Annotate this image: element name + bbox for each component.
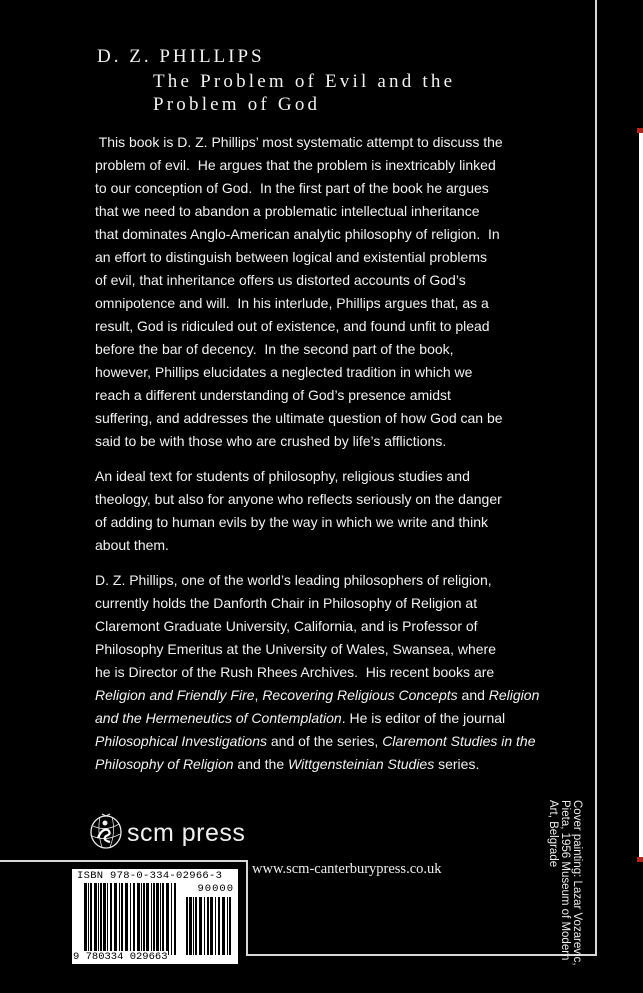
cover-credit-line: Pieta, 1956 Museum of Modern (559, 800, 571, 961)
cover-credit-line: Art, Belgrade (547, 800, 559, 868)
text-line (95, 407, 503, 430)
text-line (95, 361, 503, 384)
text-line (95, 638, 539, 661)
barcode-bar (107, 883, 108, 955)
text-line (95, 615, 539, 638)
barcode-bar (90, 883, 92, 955)
barcode-bar (210, 897, 213, 955)
barcode-bar (143, 883, 145, 955)
barcode-bar (186, 897, 188, 955)
barcode-bar (110, 883, 112, 955)
barcode-bar (193, 897, 194, 955)
barcode-bar (204, 897, 205, 955)
barcode-bar (84, 883, 87, 955)
barcode-bar (130, 883, 131, 955)
text-segment: This book is D. Z. Phillips’ most systematic attempt to discuss the (95, 134, 503, 150)
publisher-name: scm press (127, 819, 246, 847)
text-line (95, 684, 539, 707)
book-title-italic: Claremont Studies in the (382, 733, 536, 749)
barcode-bar (88, 883, 89, 955)
text-segment: said to be with those who are crushed by life’s afflictions. (95, 433, 447, 449)
text-segment: theology, but also for anyone who reflects seriously on the danger (95, 491, 502, 507)
text-segment: omnipotence and will. In his interlude, Phillips argues that, as a (95, 295, 489, 311)
book-title (153, 70, 455, 116)
barcode-addon-bars (186, 897, 234, 955)
publisher-website-link[interactable]: www.scm-canterburypress.co.uk (252, 861, 442, 877)
text-segment: of evil, that inheritance offers us distorted accounts of God’s (95, 272, 466, 288)
isbn-text: ISBN 978-0-334-02966-3 (77, 870, 223, 882)
text-segment: D. Z. Phillips, one of the world’s leading philosophers of religion, (95, 572, 492, 588)
text-line (95, 569, 539, 592)
text-line (95, 592, 539, 615)
barcode-bar (98, 883, 99, 955)
barcode-bar (125, 883, 128, 955)
text-segment: . He is editor of the journal (341, 710, 506, 726)
book-title-italic: Philosophical Investigations (95, 733, 267, 749)
text-segment: about them. (95, 537, 169, 553)
book-title-italic: Religion (488, 687, 540, 703)
publisher-logo (88, 812, 245, 855)
ean-number: 9 780334 029663 (73, 951, 168, 963)
barcode-bar (195, 897, 197, 955)
book-title-italic: Recovering Religious Concepts (262, 687, 458, 703)
text-segment: and the (233, 756, 289, 772)
text-segment: currently holds the Danforth Chair in Philosophy of Religion at (95, 595, 478, 611)
text-line (95, 465, 502, 488)
book-title-line: The Problem of Evil and the (153, 71, 456, 92)
barcode-bar (215, 897, 216, 955)
frame-line-left (0, 860, 248, 862)
text-segment: result, God is ridiculed out of existence, and found unfit to plead (95, 318, 490, 334)
text-line (95, 534, 502, 557)
book-title-italic: and the Hermeneutics of Contemplation (95, 710, 342, 726)
book-title-italic: Religion and Friendly Fire (95, 687, 255, 703)
text-line (95, 292, 503, 315)
text-segment: to our conception of God. In the first part of the book he argues (95, 180, 489, 196)
barcode-bar (151, 883, 152, 955)
text-segment: reach a different understanding of God’s presence amidst (95, 387, 451, 403)
text-segment: however, Phillips elucidates a neglected tradition in which we (95, 364, 473, 380)
barcode-bar (141, 883, 142, 955)
barcode-bar (162, 883, 164, 955)
text-line (95, 269, 503, 292)
barcode-bar (166, 883, 169, 955)
text-line (95, 200, 503, 223)
barcode-bar (146, 883, 149, 955)
text-line (95, 661, 539, 684)
text-segment: that dominates Anglo-American analytic philosophy of religion. In (95, 226, 500, 242)
front-cover-edge-accent (637, 857, 643, 862)
barcode-bar (100, 883, 102, 955)
book-title-line: Problem of God (153, 94, 321, 115)
text-line (95, 430, 503, 453)
barcode-bars (84, 883, 178, 955)
text-line (95, 707, 539, 730)
barcode-bar (199, 897, 202, 955)
blurb-paragraph (95, 131, 503, 453)
text-line (95, 511, 502, 534)
author-bio-paragraph (95, 569, 539, 776)
barcode-bar (103, 883, 106, 955)
cover-credit-line: Cover painting: Lazar Vozarevic, (571, 800, 583, 966)
text-line (95, 154, 503, 177)
text-line (95, 246, 503, 269)
text-segment: and of the series, (267, 733, 383, 749)
barcode-bar (137, 883, 140, 955)
text-line (95, 338, 503, 361)
audience-paragraph (95, 465, 502, 557)
barcode-bar (121, 883, 123, 955)
text-segment: Philosophy Emeritus at the University of Wales, Swansea, where (95, 641, 496, 657)
text-segment: series. (434, 756, 480, 772)
text-segment: before the bar of decency. In the second part of the book, (95, 341, 454, 357)
text-line (95, 730, 539, 753)
barcode-bar (229, 897, 231, 955)
text-segment: Claremont Graduate University, California, and is Professor of (95, 618, 478, 634)
text-segment: an effort to distinguish between logical and existential problems (95, 249, 487, 265)
text-segment: , (254, 687, 263, 703)
author-name: D. Z. PHILLIPS (97, 46, 265, 67)
barcode-addon-number: 90000 (197, 883, 234, 895)
barcode-bar (189, 897, 192, 955)
text-line (95, 223, 503, 246)
barcode-bar (153, 883, 155, 955)
text-line (95, 384, 503, 407)
front-cover-edge-accent (637, 128, 643, 133)
text-segment: he is Director of the Rush Rhees Archives. His recent books are (95, 664, 495, 680)
frame-line-bottom (246, 954, 597, 956)
text-segment: that we need to abandon a problematic intellectual inheritance (95, 203, 480, 219)
barcode-bar (174, 883, 176, 955)
text-segment: An ideal text for students of philosophy, religious studies and (95, 468, 470, 484)
barcode-bar (222, 897, 225, 955)
text-line (95, 315, 503, 338)
text-segment: suffering, and addresses the ultimate question of how God can be (95, 410, 503, 426)
cover-credit (547, 800, 583, 966)
front-cover-edge (639, 128, 643, 862)
barcode-bar (133, 883, 135, 955)
globe-figure-icon (88, 812, 124, 855)
barcode-bar (218, 897, 220, 955)
barcode-bar (114, 883, 117, 955)
barcode-bar (207, 897, 209, 955)
text-segment: and (457, 687, 489, 703)
frame-line-right (595, 0, 597, 956)
text-segment: problem of evil. He argues that the problem is inextricably linked (95, 157, 496, 173)
text-line (95, 753, 539, 776)
frame-line-step (246, 861, 248, 956)
barcode-bar (156, 883, 159, 955)
barcode-bar (94, 883, 97, 955)
barcode-bar (119, 883, 120, 955)
text-line (95, 131, 503, 154)
barcode-bar (171, 883, 172, 955)
isbn-barcode (72, 869, 238, 964)
barcode-bar (227, 897, 228, 955)
text-segment: of adding to human evils by the way in which we write and think (95, 514, 488, 530)
book-title-italic: Philosophy of Religion (95, 756, 234, 772)
barcode-bar (160, 883, 161, 955)
text-line (95, 177, 503, 200)
book-title-italic: Wittgensteinian Studies (288, 756, 435, 772)
text-line (95, 488, 502, 511)
